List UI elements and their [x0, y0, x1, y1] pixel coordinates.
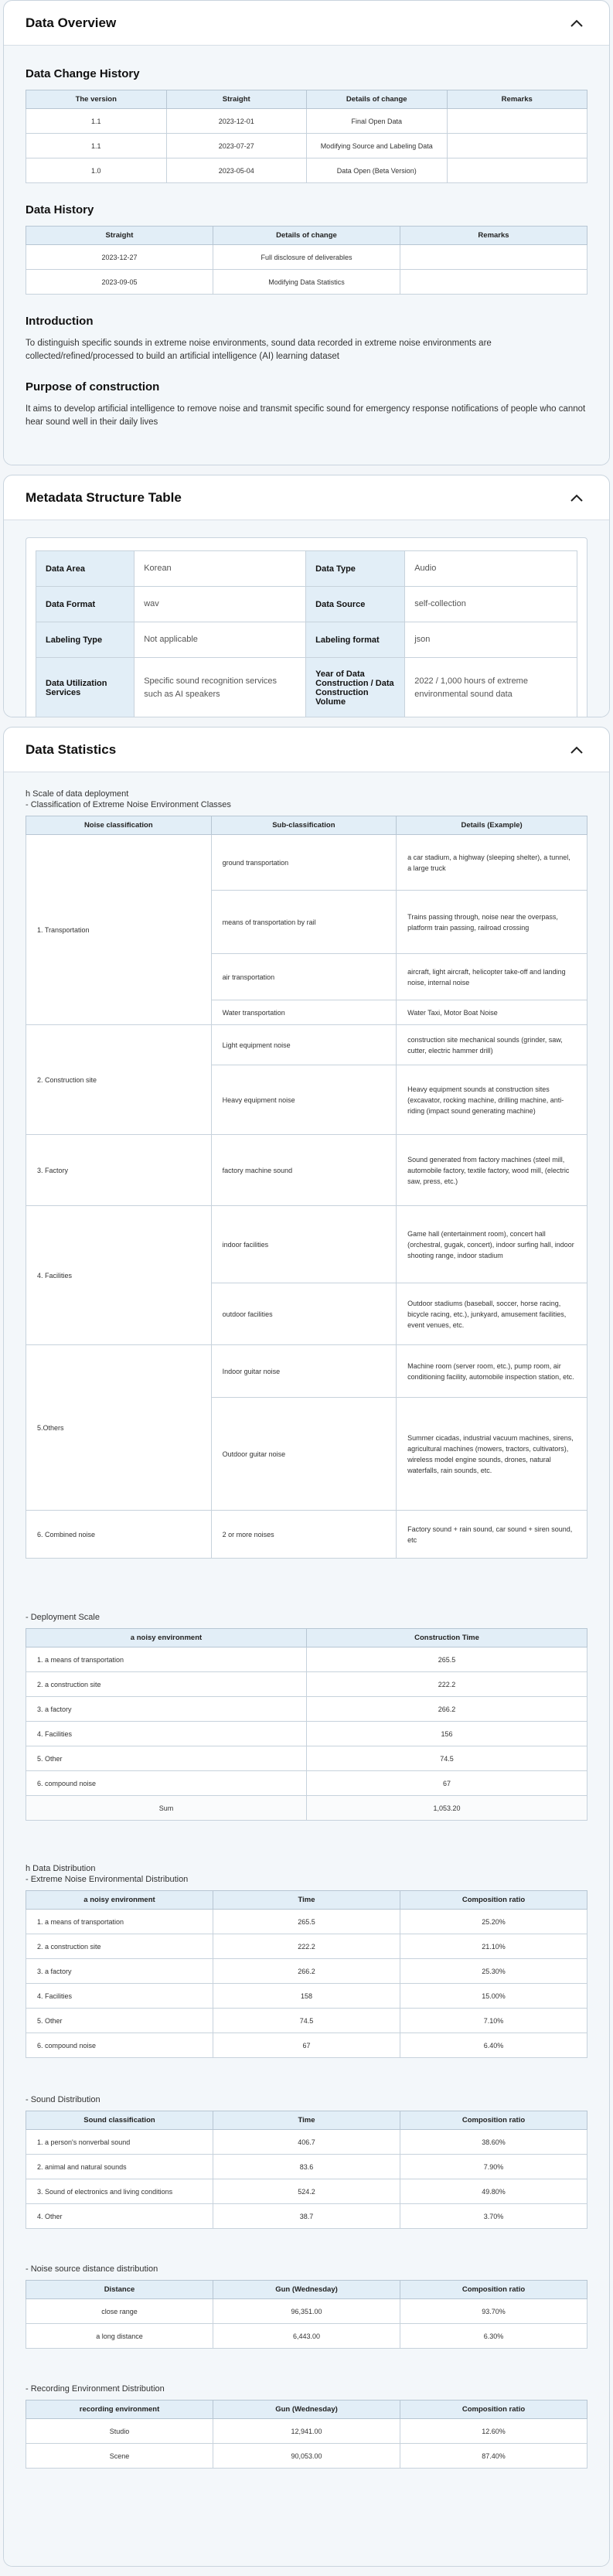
column-header: Remarks — [400, 227, 587, 245]
table-cell: 25.20% — [400, 1910, 587, 1934]
table-cell: 90,053.00 — [213, 2444, 400, 2469]
detail-cell: Outdoor stadiums (baseball, soccer, horse racing, bicycle racing, etc.), junkyard, amusement facilities, event venues, etc. — [397, 1283, 587, 1345]
column-header: a noisy environment — [26, 1891, 213, 1910]
column-header: Details (Example) — [397, 816, 587, 835]
table-cell: close range — [26, 2299, 213, 2324]
table-cell — [447, 134, 587, 158]
table-row — [26, 1511, 587, 1559]
section-heading: Data Change History — [26, 67, 140, 80]
noise-class-cell: 4. Facilities — [26, 1206, 212, 1345]
column-header: Sound classification — [26, 2111, 213, 2130]
table-row — [26, 2179, 587, 2204]
data-statistics-panel — [3, 727, 610, 2567]
column-header: Noise classification — [26, 816, 212, 835]
table-row — [26, 2299, 587, 2324]
table-cell: 7.10% — [400, 2009, 587, 2033]
table-row — [26, 1746, 587, 1771]
table-header-row — [26, 2111, 587, 2130]
metadata-row — [36, 587, 577, 622]
metadata-value: Korean — [135, 551, 306, 587]
metadata-key: Year of Data Construction / Data Construction Volume — [306, 658, 405, 718]
metadata-key: Data Source — [306, 587, 405, 622]
column-header: Details of change — [307, 90, 448, 109]
caption: - Sound Distribution — [26, 2095, 100, 2104]
table-cell: 12.60% — [400, 2419, 587, 2444]
caption: h Data Distribution — [26, 1864, 96, 1873]
table-cell: 4. Other — [26, 2204, 213, 2229]
sub-class-cell: means of transportation by rail — [211, 891, 397, 954]
table-cell: Studio — [26, 2419, 213, 2444]
table-row — [26, 2130, 587, 2155]
table-cell: Full disclosure of deliverables — [213, 245, 400, 270]
sub-class-cell: outdoor facilities — [211, 1283, 397, 1345]
environment-distribution-table — [26, 1890, 587, 2058]
column-header: Composition ratio — [400, 2401, 587, 2419]
table-cell: 5. Other — [26, 1746, 307, 1771]
metadata-value: self-collection — [405, 587, 577, 622]
metadata-row — [36, 551, 577, 587]
table-cell: 3. a factory — [26, 1697, 307, 1722]
table-cell: 5. Other — [26, 2009, 213, 2033]
column-header: Construction Time — [307, 1629, 587, 1647]
table-cell: 158 — [213, 1984, 400, 2009]
table-header-row — [26, 2281, 587, 2299]
metadata-table — [36, 550, 577, 717]
table-cell: 265.5 — [307, 1647, 587, 1672]
table-cell: 266.2 — [213, 1959, 400, 1984]
metadata-key: Labeling Type — [36, 622, 135, 658]
table-cell: 96,351.00 — [213, 2299, 400, 2324]
column-header: Sub-classification — [211, 816, 397, 835]
metadata-row — [36, 658, 577, 718]
table-cell: 6.30% — [400, 2324, 587, 2349]
table-cell: Modifying Source and Labeling Data — [307, 134, 448, 158]
table-cell: 2023-12-27 — [26, 245, 213, 270]
table-cell: 74.5 — [307, 1746, 587, 1771]
column-header: Distance — [26, 2281, 213, 2299]
table-row — [26, 2204, 587, 2229]
metadata-value: Audio — [405, 551, 577, 587]
detail-cell: Heavy equipment sounds at construction sites (excavator, rocking machine, drilling machine, anti-riding (impact sound generating machine) — [397, 1065, 587, 1135]
table-cell: 266.2 — [307, 1697, 587, 1722]
caption: - Recording Environment Distribution — [26, 2384, 165, 2394]
metadata-row — [36, 622, 577, 658]
detail-cell: Factory sound + rain sound, car sound + siren sound, etc — [397, 1511, 587, 1559]
table-cell: 38.60% — [400, 2130, 587, 2155]
table-cell: 74.5 — [213, 2009, 400, 2033]
table-cell: Final Open Data — [307, 109, 448, 134]
classification-table — [26, 816, 587, 1559]
metadata-key: Data Format — [36, 587, 135, 622]
chevron-up-icon[interactable] — [563, 9, 591, 37]
column-header: Straight — [166, 90, 307, 109]
column-header: recording environment — [26, 2401, 213, 2419]
detail-cell: Summer cicadas, industrial vacuum machines, sirens, agricultural machines (mowers, tractors, cultivators), wireless model engine sounds, drones, natural waterfalls, rain sounds, etc. — [397, 1398, 587, 1511]
panel-title: Data Overview — [26, 15, 117, 30]
table-row — [26, 2033, 587, 2058]
table-cell: 1.0 — [26, 158, 167, 183]
section-heading: Data History — [26, 203, 94, 216]
metadata-key: Data Type — [306, 551, 405, 587]
table-cell: 15.00% — [400, 1984, 587, 2009]
table-row — [26, 1934, 587, 1959]
table-row — [26, 1910, 587, 1934]
table-cell: 3. Sound of electronics and living conditions — [26, 2179, 213, 2204]
table-cell: 2. a construction site — [26, 1672, 307, 1697]
table-cell: 265.5 — [213, 1910, 400, 1934]
caption: - Deployment Scale — [26, 1613, 100, 1622]
table-cell — [400, 245, 587, 270]
chevron-up-icon[interactable] — [563, 484, 591, 512]
detail-cell: Water Taxi, Motor Boat Noise — [397, 1000, 587, 1025]
table-cell: 1. a means of transportation — [26, 1647, 307, 1672]
metadata-value: Specific sound recognition services such as AI speakers — [135, 658, 306, 718]
purpose-text: It aims to develop artificial intelligence to remove noise and transmit specific sound for emergency response notifications of people who cannot hear sound well in their daily lives — [26, 404, 586, 427]
table-cell: 4. Facilities — [26, 1722, 307, 1746]
column-header: Composition ratio — [400, 2111, 587, 2130]
table-cell: Modifying Data Statistics — [213, 270, 400, 295]
table-cell: 2023-07-27 — [166, 134, 307, 158]
column-header: Gun (Wednesday) — [213, 2401, 400, 2419]
section-heading: Introduction — [26, 315, 94, 328]
sub-class-cell: Indoor guitar noise — [211, 1345, 397, 1398]
table-cell: 222.2 — [307, 1672, 587, 1697]
table-cell: 2. animal and natural sounds — [26, 2155, 213, 2179]
table-row — [26, 245, 587, 270]
detail-cell: Game hall (entertainment room), concert hall (orchestral, gugak, concert), indoor surfing hall, indoor shooting range, indoor stadium — [397, 1206, 587, 1283]
table-row — [26, 2419, 587, 2444]
table-cell: 2023-12-01 — [166, 109, 307, 134]
recording-distribution-table — [26, 2400, 587, 2469]
table-cell: 7.90% — [400, 2155, 587, 2179]
noise-class-cell: 6. Combined noise — [26, 1511, 212, 1559]
table-cell: 4. Facilities — [26, 1984, 213, 2009]
table-cell — [400, 270, 587, 295]
table-header-row — [26, 90, 587, 109]
table-cell: 406.7 — [213, 2130, 400, 2155]
table-cell: 156 — [307, 1722, 587, 1746]
sub-class-cell: Light equipment noise — [211, 1025, 397, 1065]
noise-class-cell: 1. Transportation — [26, 835, 212, 1025]
metadata-value: json — [405, 622, 577, 658]
table-cell: 67 — [213, 2033, 400, 2058]
table-cell: 12,941.00 — [213, 2419, 400, 2444]
metadata-key: Data Area — [36, 551, 135, 587]
table-cell: 67 — [307, 1771, 587, 1796]
column-header: Gun (Wednesday) — [213, 2281, 400, 2299]
data-statistics-header[interactable] — [4, 727, 609, 772]
table-cell: 6,443.00 — [213, 2324, 400, 2349]
table-cell: 25.30% — [400, 1959, 587, 1984]
sub-class-cell: air transportation — [211, 954, 397, 1000]
panel-title: Data Statistics — [26, 741, 117, 757]
table-row — [26, 158, 587, 183]
detail-cell: a car stadium, a highway (sleeping shelter), a tunnel, a large truck — [397, 835, 587, 891]
chevron-up-icon[interactable] — [563, 736, 591, 764]
table-header-row — [26, 227, 587, 245]
caption: - Extreme Noise Environmental Distribution — [26, 1875, 189, 1884]
metadata-value: Not applicable — [135, 622, 306, 658]
column-header: Details of change — [213, 227, 400, 245]
table-row — [26, 1697, 587, 1722]
panel-title: Metadata Structure Table — [26, 489, 182, 505]
sub-class-cell: Heavy equipment noise — [211, 1065, 397, 1135]
metadata-panel — [3, 475, 610, 717]
table-cell: 6. compound noise — [26, 2033, 213, 2058]
sub-class-cell: ground transportation — [211, 835, 397, 891]
table-cell: 1.1 — [26, 109, 167, 134]
column-header: Composition ratio — [400, 2281, 587, 2299]
sub-class-cell: Outdoor guitar noise — [211, 1398, 397, 1511]
table-row — [26, 2009, 587, 2033]
table-cell: 2023-09-05 — [26, 270, 213, 295]
table-cell: 3. a factory — [26, 1959, 213, 1984]
table-row — [26, 1647, 587, 1672]
metadata-header[interactable] — [4, 475, 609, 520]
table-cell: 1. a person's nonverbal sound — [26, 2130, 213, 2155]
table-cell: Scene — [26, 2444, 213, 2469]
table-cell: 1. a means of transportation — [26, 1910, 213, 1934]
table-row — [26, 1206, 587, 1283]
column-header: Time — [213, 2111, 400, 2130]
table-row — [26, 134, 587, 158]
detail-cell: construction site mechanical sounds (grinder, saw, cutter, electric hammer drill) — [397, 1025, 587, 1065]
table-row — [26, 835, 587, 891]
table-cell: Data Open (Beta Version) — [307, 158, 448, 183]
table-cell: 6.40% — [400, 2033, 587, 2058]
caption: - Classification of Extreme Noise Environment Classes — [26, 800, 231, 809]
table-cell: 83.6 — [213, 2155, 400, 2179]
column-header: Composition ratio — [400, 1891, 587, 1910]
sub-class-cell: indoor facilities — [211, 1206, 397, 1283]
caption: h Scale of data deployment — [26, 789, 129, 799]
table-cell: 6. compound noise — [26, 1771, 307, 1796]
detail-cell: Trains passing through, noise near the overpass, platform train passing, railroad crossing — [397, 891, 587, 954]
table-row — [26, 1345, 587, 1398]
table-cell — [447, 158, 587, 183]
detail-cell: aircraft, light aircraft, helicopter take-off and landing noise, internal noise — [397, 954, 587, 1000]
table-cell: 524.2 — [213, 2179, 400, 2204]
table-cell: Sum — [26, 1796, 307, 1821]
data-overview-header[interactable] — [4, 1, 609, 46]
table-header-row — [26, 816, 587, 835]
table-row — [26, 1672, 587, 1697]
distance-distribution-table — [26, 2280, 587, 2349]
table-cell — [447, 109, 587, 134]
noise-class-cell: 3. Factory — [26, 1135, 212, 1206]
sub-class-cell: 2 or more noises — [211, 1511, 397, 1559]
metadata-key: Labeling format — [306, 622, 405, 658]
table-cell: 49.80% — [400, 2179, 587, 2204]
sound-distribution-table — [26, 2111, 587, 2229]
table-cell: a long distance — [26, 2324, 213, 2349]
table-cell: 3.70% — [400, 2204, 587, 2229]
data-history-table — [26, 226, 587, 295]
metadata-value: wav — [135, 587, 306, 622]
noise-class-cell: 5.Others — [26, 1345, 212, 1511]
table-cell: 93.70% — [400, 2299, 587, 2324]
table-cell: 222.2 — [213, 1934, 400, 1959]
caption: - Noise source distance distribution — [26, 2264, 158, 2274]
detail-cell: Sound generated from factory machines (steel mill, automobile factory, textile factory, wood mill, (electric saw, press, etc.) — [397, 1135, 587, 1206]
table-header-row — [26, 1629, 587, 1647]
change-history-table — [26, 90, 587, 183]
table-row — [26, 2444, 587, 2469]
table-cell: 1,053.20 — [307, 1796, 587, 1821]
detail-cell: Machine room (server room, etc.), pump room, air conditioning facility, automobile inspection station, etc. — [397, 1345, 587, 1398]
data-overview-panel — [3, 0, 610, 465]
column-header: a noisy environment — [26, 1629, 307, 1647]
table-cell: 2. a construction site — [26, 1934, 213, 1959]
table-row — [26, 2155, 587, 2179]
table-row — [26, 1959, 587, 1984]
sum-row — [26, 1796, 587, 1821]
deployment-scale-table — [26, 1628, 587, 1821]
table-row — [26, 1135, 587, 1206]
table-row — [26, 1025, 587, 1065]
sub-class-cell: factory machine sound — [211, 1135, 397, 1206]
metadata-value: 2022 / 1,000 hours of extreme environmental sound data — [405, 658, 577, 718]
intro-text: To distinguish specific sounds in extreme noise environments, sound data recorded in extreme noise environments are collected/refined/processed to build an artificial intelligence (AI) learning dataset — [26, 339, 492, 361]
column-header: Remarks — [447, 90, 587, 109]
column-header: Time — [213, 1891, 400, 1910]
table-row — [26, 270, 587, 295]
table-row — [26, 1771, 587, 1796]
section-heading: Purpose of construction — [26, 380, 160, 394]
noise-class-cell: 2. Construction site — [26, 1025, 212, 1135]
table-row — [26, 1984, 587, 2009]
table-cell: 1.1 — [26, 134, 167, 158]
table-cell: 38.7 — [213, 2204, 400, 2229]
table-cell: 2023-05-04 — [166, 158, 307, 183]
column-header: Straight — [26, 227, 213, 245]
table-row — [26, 2324, 587, 2349]
table-cell: 87.40% — [400, 2444, 587, 2469]
table-header-row — [26, 1891, 587, 1910]
column-header: The version — [26, 90, 167, 109]
table-row — [26, 109, 587, 134]
metadata-key: Data Utilization Services — [36, 658, 135, 718]
sub-class-cell: Water transportation — [211, 1000, 397, 1025]
table-cell: 21.10% — [400, 1934, 587, 1959]
table-row — [26, 1722, 587, 1746]
table-header-row — [26, 2401, 587, 2419]
